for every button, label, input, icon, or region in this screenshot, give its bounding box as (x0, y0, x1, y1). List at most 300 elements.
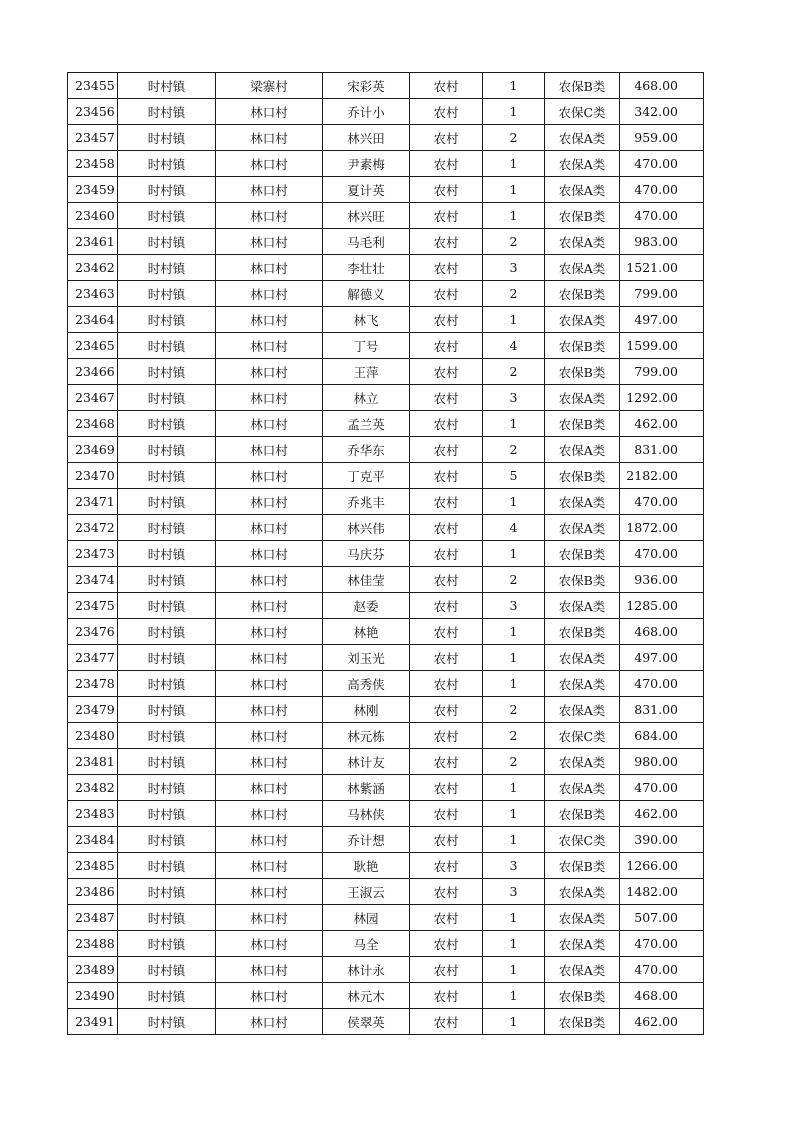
cell-town: 时村镇 (118, 645, 216, 671)
cell-amount: 462.00 (620, 1009, 704, 1035)
cell-name: 林兴伟 (323, 515, 410, 541)
cell-insurance-category: 农保B类 (545, 801, 620, 827)
cell-town: 时村镇 (118, 489, 216, 515)
cell-name: 宋彩英 (323, 73, 410, 99)
cell-town: 时村镇 (118, 411, 216, 437)
cell-insurance-category: 农保A类 (545, 255, 620, 281)
table-row (68, 671, 704, 697)
cell-area-type: 农村 (410, 385, 483, 411)
cell-amount: 959.00 (620, 125, 704, 151)
table-row (68, 437, 704, 463)
cell-household-count: 3 (483, 593, 545, 619)
table-row (68, 567, 704, 593)
cell-town: 时村镇 (118, 541, 216, 567)
cell-village: 林口村 (216, 879, 323, 905)
cell-area-type: 农村 (410, 879, 483, 905)
cell-village: 林口村 (216, 697, 323, 723)
cell-insurance-category: 农保A类 (545, 125, 620, 151)
cell-insurance-category: 农保A类 (545, 385, 620, 411)
cell-name: 乔计想 (323, 827, 410, 853)
cell-amount: 1521.00 (620, 255, 704, 281)
cell-household-count: 3 (483, 853, 545, 879)
cell-record-id: 23468 (68, 411, 118, 437)
cell-insurance-category: 农保A类 (545, 437, 620, 463)
cell-name: 马林侠 (323, 801, 410, 827)
cell-amount: 1872.00 (620, 515, 704, 541)
cell-household-count: 1 (483, 905, 545, 931)
cell-name: 刘玉光 (323, 645, 410, 671)
cell-village: 林口村 (216, 931, 323, 957)
cell-amount: 831.00 (620, 437, 704, 463)
cell-town: 时村镇 (118, 957, 216, 983)
cell-amount: 1599.00 (620, 333, 704, 359)
cell-record-id: 23465 (68, 333, 118, 359)
cell-record-id: 23481 (68, 749, 118, 775)
cell-name: 林艳 (323, 619, 410, 645)
cell-name: 解德义 (323, 281, 410, 307)
cell-insurance-category: 农保A类 (545, 671, 620, 697)
cell-household-count: 1 (483, 307, 545, 333)
cell-area-type: 农村 (410, 593, 483, 619)
cell-village: 林口村 (216, 411, 323, 437)
cell-village: 林口村 (216, 359, 323, 385)
table-row (68, 1009, 704, 1035)
cell-name: 马庆芬 (323, 541, 410, 567)
cell-insurance-category: 农保B类 (545, 567, 620, 593)
cell-household-count: 4 (483, 333, 545, 359)
cell-town: 时村镇 (118, 359, 216, 385)
table-row (68, 359, 704, 385)
cell-household-count: 1 (483, 931, 545, 957)
cell-village: 梁寨村 (216, 73, 323, 99)
cell-amount: 507.00 (620, 905, 704, 931)
cell-name: 赵委 (323, 593, 410, 619)
table-row (68, 749, 704, 775)
cell-area-type: 农村 (410, 645, 483, 671)
cell-amount: 684.00 (620, 723, 704, 749)
cell-amount: 831.00 (620, 697, 704, 723)
cell-town: 时村镇 (118, 229, 216, 255)
cell-name: 丁克平 (323, 463, 410, 489)
table-row (68, 281, 704, 307)
cell-record-id: 23473 (68, 541, 118, 567)
cell-village: 林口村 (216, 151, 323, 177)
cell-record-id: 23469 (68, 437, 118, 463)
cell-record-id: 23486 (68, 879, 118, 905)
cell-record-id: 23479 (68, 697, 118, 723)
cell-amount: 470.00 (620, 957, 704, 983)
table-row (68, 463, 704, 489)
cell-record-id: 23482 (68, 775, 118, 801)
cell-name: 李壮壮 (323, 255, 410, 281)
cell-record-id: 23491 (68, 1009, 118, 1035)
cell-town: 时村镇 (118, 73, 216, 99)
cell-record-id: 23485 (68, 853, 118, 879)
cell-village: 林口村 (216, 515, 323, 541)
cell-household-count: 2 (483, 437, 545, 463)
cell-village: 林口村 (216, 775, 323, 801)
cell-household-count: 2 (483, 281, 545, 307)
table-row (68, 229, 704, 255)
cell-name: 高秀侠 (323, 671, 410, 697)
cell-village: 林口村 (216, 567, 323, 593)
cell-insurance-category: 农保B类 (545, 541, 620, 567)
cell-amount: 468.00 (620, 619, 704, 645)
cell-record-id: 23459 (68, 177, 118, 203)
cell-town: 时村镇 (118, 1009, 216, 1035)
cell-area-type: 农村 (410, 801, 483, 827)
cell-insurance-category: 农保A类 (545, 151, 620, 177)
cell-town: 时村镇 (118, 853, 216, 879)
cell-name: 林飞 (323, 307, 410, 333)
table-body (68, 73, 704, 1035)
cell-town: 时村镇 (118, 307, 216, 333)
cell-name: 林计友 (323, 749, 410, 775)
cell-area-type: 农村 (410, 125, 483, 151)
cell-town: 时村镇 (118, 931, 216, 957)
cell-village: 林口村 (216, 593, 323, 619)
cell-household-count: 3 (483, 385, 545, 411)
table-row (68, 879, 704, 905)
cell-household-count: 1 (483, 541, 545, 567)
cell-amount: 497.00 (620, 645, 704, 671)
table-row (68, 541, 704, 567)
cell-town: 时村镇 (118, 567, 216, 593)
cell-amount: 980.00 (620, 749, 704, 775)
table-row (68, 619, 704, 645)
cell-household-count: 2 (483, 125, 545, 151)
cell-name: 侯翠英 (323, 1009, 410, 1035)
cell-town: 时村镇 (118, 515, 216, 541)
cell-village: 林口村 (216, 229, 323, 255)
cell-amount: 470.00 (620, 775, 704, 801)
cell-household-count: 1 (483, 489, 545, 515)
cell-area-type: 农村 (410, 151, 483, 177)
cell-village: 林口村 (216, 307, 323, 333)
cell-household-count: 3 (483, 255, 545, 281)
cell-area-type: 农村 (410, 333, 483, 359)
cell-name: 耿艳 (323, 853, 410, 879)
cell-household-count: 1 (483, 983, 545, 1009)
cell-household-count: 2 (483, 567, 545, 593)
cell-town: 时村镇 (118, 125, 216, 151)
cell-record-id: 23489 (68, 957, 118, 983)
cell-record-id: 23480 (68, 723, 118, 749)
cell-name: 林紫涵 (323, 775, 410, 801)
cell-insurance-category: 农保A类 (545, 177, 620, 203)
cell-town: 时村镇 (118, 801, 216, 827)
table-row (68, 99, 704, 125)
cell-household-count: 1 (483, 957, 545, 983)
cell-area-type: 农村 (410, 541, 483, 567)
table-row (68, 203, 704, 229)
cell-village: 林口村 (216, 463, 323, 489)
cell-record-id: 23457 (68, 125, 118, 151)
table-row (68, 801, 704, 827)
cell-household-count: 1 (483, 203, 545, 229)
cell-record-id: 23474 (68, 567, 118, 593)
cell-area-type: 农村 (410, 489, 483, 515)
cell-village: 林口村 (216, 801, 323, 827)
cell-record-id: 23460 (68, 203, 118, 229)
cell-record-id: 23462 (68, 255, 118, 281)
cell-village: 林口村 (216, 255, 323, 281)
cell-household-count: 1 (483, 177, 545, 203)
table-row (68, 411, 704, 437)
cell-name: 林兴田 (323, 125, 410, 151)
cell-record-id: 23483 (68, 801, 118, 827)
cell-town: 时村镇 (118, 255, 216, 281)
cell-record-id: 23488 (68, 931, 118, 957)
cell-record-id: 23484 (68, 827, 118, 853)
cell-record-id: 23463 (68, 281, 118, 307)
cell-town: 时村镇 (118, 749, 216, 775)
cell-amount: 470.00 (620, 203, 704, 229)
cell-amount: 468.00 (620, 983, 704, 1009)
cell-area-type: 农村 (410, 437, 483, 463)
cell-household-count: 2 (483, 359, 545, 385)
cell-area-type: 农村 (410, 749, 483, 775)
table-row (68, 515, 704, 541)
cell-record-id: 23466 (68, 359, 118, 385)
cell-household-count: 1 (483, 775, 545, 801)
table-row (68, 775, 704, 801)
cell-village: 林口村 (216, 177, 323, 203)
cell-area-type: 农村 (410, 411, 483, 437)
cell-insurance-category: 农保B类 (545, 281, 620, 307)
cell-village: 林口村 (216, 125, 323, 151)
cell-name: 乔华东 (323, 437, 410, 463)
table-row (68, 125, 704, 151)
cell-village: 林口村 (216, 853, 323, 879)
cell-household-count: 1 (483, 645, 545, 671)
cell-area-type: 农村 (410, 619, 483, 645)
cell-household-count: 1 (483, 99, 545, 125)
cell-amount: 470.00 (620, 151, 704, 177)
table-row (68, 931, 704, 957)
table-row (68, 853, 704, 879)
cell-name: 林立 (323, 385, 410, 411)
cell-household-count: 1 (483, 73, 545, 99)
cell-insurance-category: 农保A类 (545, 749, 620, 775)
cell-amount: 462.00 (620, 801, 704, 827)
cell-amount: 390.00 (620, 827, 704, 853)
table-row (68, 723, 704, 749)
cell-area-type: 农村 (410, 983, 483, 1009)
cell-town: 时村镇 (118, 827, 216, 853)
cell-amount: 2182.00 (620, 463, 704, 489)
cell-town: 时村镇 (118, 905, 216, 931)
cell-amount: 983.00 (620, 229, 704, 255)
cell-insurance-category: 农保A类 (545, 515, 620, 541)
cell-town: 时村镇 (118, 697, 216, 723)
cell-area-type: 农村 (410, 307, 483, 333)
cell-town: 时村镇 (118, 437, 216, 463)
cell-area-type: 农村 (410, 1009, 483, 1035)
cell-area-type: 农村 (410, 203, 483, 229)
table-row (68, 177, 704, 203)
cell-town: 时村镇 (118, 593, 216, 619)
cell-insurance-category: 农保A类 (545, 307, 620, 333)
cell-name: 丁号 (323, 333, 410, 359)
table-row (68, 697, 704, 723)
cell-village: 林口村 (216, 489, 323, 515)
cell-household-count: 5 (483, 463, 545, 489)
cell-insurance-category: 农保A类 (545, 957, 620, 983)
cell-village: 林口村 (216, 1009, 323, 1035)
cell-name: 王淑云 (323, 879, 410, 905)
cell-insurance-category: 农保B类 (545, 1009, 620, 1035)
cell-area-type: 农村 (410, 73, 483, 99)
cell-amount: 1292.00 (620, 385, 704, 411)
table-row (68, 307, 704, 333)
cell-town: 时村镇 (118, 281, 216, 307)
cell-town: 时村镇 (118, 879, 216, 905)
cell-insurance-category: 农保B类 (545, 983, 620, 1009)
cell-household-count: 1 (483, 801, 545, 827)
cell-household-count: 3 (483, 879, 545, 905)
cell-area-type: 农村 (410, 515, 483, 541)
cell-insurance-category: 农保A类 (545, 645, 620, 671)
cell-village: 林口村 (216, 671, 323, 697)
cell-household-count: 2 (483, 697, 545, 723)
cell-insurance-category: 农保A类 (545, 697, 620, 723)
cell-town: 时村镇 (118, 151, 216, 177)
cell-area-type: 农村 (410, 957, 483, 983)
table-row (68, 385, 704, 411)
cell-household-count: 4 (483, 515, 545, 541)
cell-insurance-category: 农保C类 (545, 99, 620, 125)
cell-amount: 470.00 (620, 671, 704, 697)
cell-name: 马毛利 (323, 229, 410, 255)
table-row (68, 645, 704, 671)
cell-area-type: 农村 (410, 281, 483, 307)
cell-town: 时村镇 (118, 385, 216, 411)
cell-town: 时村镇 (118, 203, 216, 229)
cell-insurance-category: 农保B类 (545, 359, 620, 385)
cell-village: 林口村 (216, 281, 323, 307)
cell-record-id: 23472 (68, 515, 118, 541)
cell-household-count: 2 (483, 723, 545, 749)
cell-record-id: 23476 (68, 619, 118, 645)
cell-amount: 1285.00 (620, 593, 704, 619)
cell-village: 林口村 (216, 619, 323, 645)
cell-area-type: 农村 (410, 697, 483, 723)
table-row (68, 983, 704, 1009)
cell-record-id: 23490 (68, 983, 118, 1009)
cell-insurance-category: 农保A类 (545, 879, 620, 905)
cell-household-count: 1 (483, 151, 545, 177)
cell-town: 时村镇 (118, 177, 216, 203)
cell-area-type: 农村 (410, 671, 483, 697)
table-row (68, 905, 704, 931)
cell-town: 时村镇 (118, 671, 216, 697)
cell-household-count: 2 (483, 749, 545, 775)
cell-village: 林口村 (216, 957, 323, 983)
cell-insurance-category: 农保B类 (545, 203, 620, 229)
cell-insurance-category: 农保B类 (545, 619, 620, 645)
cell-insurance-category: 农保B类 (545, 411, 620, 437)
cell-insurance-category: 农保A类 (545, 489, 620, 515)
table-row (68, 489, 704, 515)
cell-village: 林口村 (216, 99, 323, 125)
cell-name: 林元栋 (323, 723, 410, 749)
cell-village: 林口村 (216, 333, 323, 359)
cell-insurance-category: 农保B类 (545, 853, 620, 879)
cell-area-type: 农村 (410, 463, 483, 489)
table-row (68, 957, 704, 983)
cell-name: 林元木 (323, 983, 410, 1009)
cell-area-type: 农村 (410, 827, 483, 853)
cell-name: 乔计小 (323, 99, 410, 125)
cell-village: 林口村 (216, 541, 323, 567)
cell-amount: 497.00 (620, 307, 704, 333)
cell-insurance-category: 农保C类 (545, 723, 620, 749)
cell-name: 马全 (323, 931, 410, 957)
cell-amount: 1482.00 (620, 879, 704, 905)
cell-area-type: 农村 (410, 905, 483, 931)
cell-area-type: 农村 (410, 255, 483, 281)
cell-amount: 470.00 (620, 931, 704, 957)
cell-household-count: 1 (483, 1009, 545, 1035)
cell-amount: 468.00 (620, 73, 704, 99)
cell-amount: 470.00 (620, 177, 704, 203)
cell-village: 林口村 (216, 749, 323, 775)
cell-name: 林佳莹 (323, 567, 410, 593)
cell-village: 林口村 (216, 385, 323, 411)
cell-area-type: 农村 (410, 99, 483, 125)
cell-area-type: 农村 (410, 853, 483, 879)
cell-village: 林口村 (216, 645, 323, 671)
cell-name: 林园 (323, 905, 410, 931)
cell-insurance-category: 农保A类 (545, 931, 620, 957)
cell-name: 孟兰英 (323, 411, 410, 437)
cell-amount: 462.00 (620, 411, 704, 437)
cell-name: 林计永 (323, 957, 410, 983)
cell-name: 夏计英 (323, 177, 410, 203)
cell-area-type: 农村 (410, 931, 483, 957)
cell-town: 时村镇 (118, 333, 216, 359)
cell-town: 时村镇 (118, 983, 216, 1009)
cell-name: 王萍 (323, 359, 410, 385)
cell-amount: 1266.00 (620, 853, 704, 879)
cell-village: 林口村 (216, 723, 323, 749)
cell-insurance-category: 农保B类 (545, 463, 620, 489)
cell-town: 时村镇 (118, 723, 216, 749)
cell-insurance-category: 农保A类 (545, 593, 620, 619)
cell-area-type: 农村 (410, 229, 483, 255)
cell-amount: 936.00 (620, 567, 704, 593)
records-table (67, 72, 704, 1035)
cell-record-id: 23475 (68, 593, 118, 619)
table-row (68, 593, 704, 619)
cell-village: 林口村 (216, 983, 323, 1009)
cell-area-type: 农村 (410, 359, 483, 385)
cell-record-id: 23470 (68, 463, 118, 489)
cell-household-count: 1 (483, 619, 545, 645)
cell-area-type: 农村 (410, 775, 483, 801)
cell-amount: 342.00 (620, 99, 704, 125)
cell-insurance-category: 农保B类 (545, 73, 620, 99)
table-row (68, 73, 704, 99)
cell-name: 林刚 (323, 697, 410, 723)
cell-insurance-category: 农保A类 (545, 775, 620, 801)
cell-name: 乔兆丰 (323, 489, 410, 515)
cell-area-type: 农村 (410, 723, 483, 749)
cell-record-id: 23477 (68, 645, 118, 671)
cell-household-count: 1 (483, 827, 545, 853)
cell-town: 时村镇 (118, 463, 216, 489)
